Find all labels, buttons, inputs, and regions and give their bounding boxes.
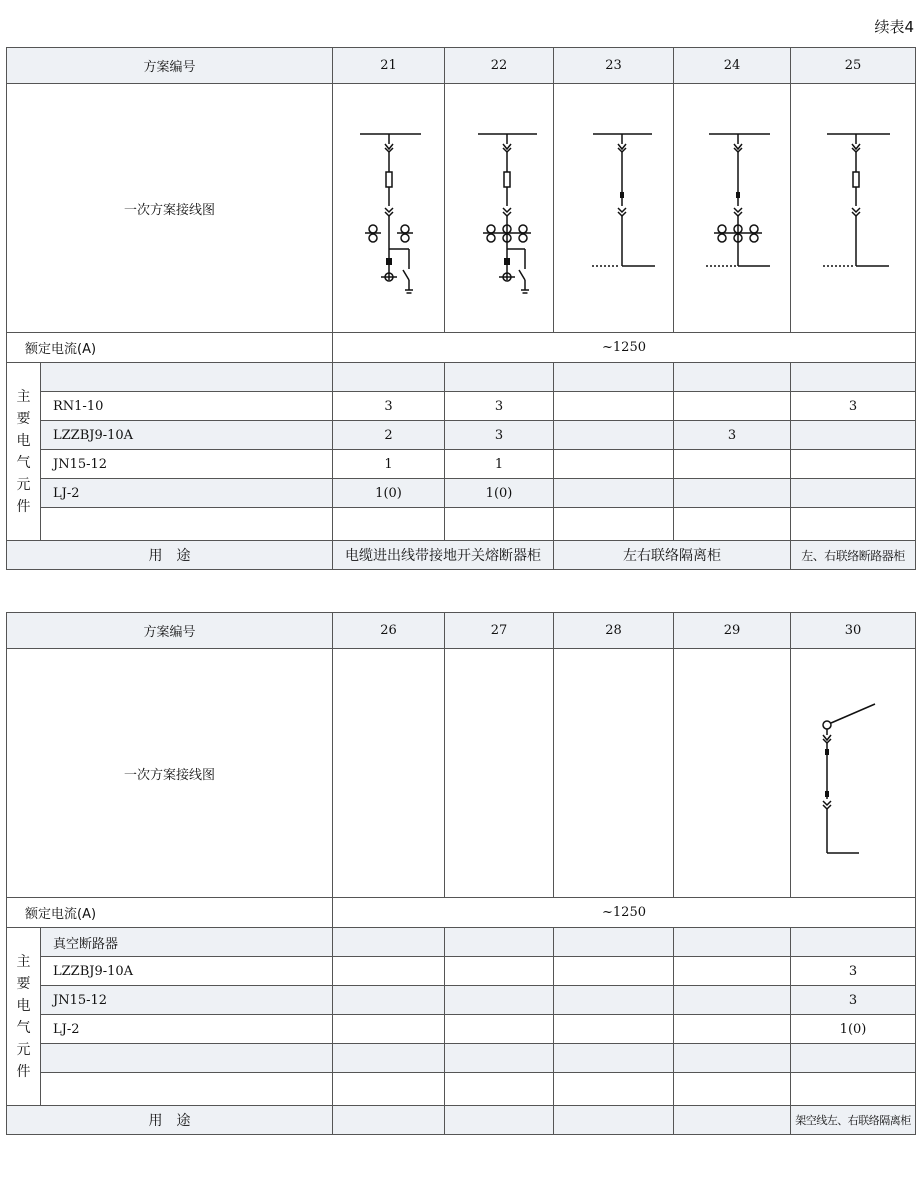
component-qty [674,928,791,957]
component-qty [333,928,445,957]
component-qty [674,479,791,508]
component-row [7,1073,916,1106]
scheme-number-row [7,48,916,84]
component-qty [445,1073,554,1106]
wiring-diagram-21 [333,84,444,332]
component-qty: 3 [791,986,916,1015]
component-row [7,1015,916,1044]
scheme-number: 30 [791,613,916,649]
component-qty [674,450,791,479]
scheme-table-1 [6,47,916,570]
wiring-diagram [333,84,445,333]
component-qty [554,928,674,957]
wiring-diagram-30 [791,649,915,897]
scheme-number: 22 [445,48,554,84]
scheme-number: 29 [674,613,791,649]
component-qty [674,986,791,1015]
component-row [7,479,916,508]
component-row [7,421,916,450]
wiring-diagram-25 [791,84,915,332]
component-qty [554,450,674,479]
component-qty [445,1015,554,1044]
component-name: JN15-12 [41,450,333,479]
rated-current-label: 额定电流(A) [7,333,333,363]
usage-row [7,541,916,570]
scheme-number: 26 [333,613,445,649]
diagram-row [7,649,916,898]
component-row [7,392,916,421]
component-qty [791,1073,916,1106]
rated-current-row [7,333,916,363]
scheme-number-row [7,613,916,649]
component-qty: 1(0) [791,1015,916,1044]
component-qty [791,479,916,508]
component-qty [554,479,674,508]
main-components-label: 主 要 电 气 元 件 [7,363,41,541]
usage-value [674,1106,791,1135]
component-qty: 3 [445,421,554,450]
component-name: LZZBJ9-10A [41,421,333,450]
wiring-diagram [674,84,791,333]
component-name: LJ-2 [41,1015,333,1044]
usage-value [333,1106,445,1135]
component-row [7,986,916,1015]
scheme-number-label: 方案编号 [7,48,333,84]
component-qty [674,363,791,392]
usage-row [7,1106,916,1135]
wiring-diagram [445,649,554,898]
usage-value: 左右联络隔离柜 [554,541,791,570]
component-qty [791,450,916,479]
wiring-diagram [791,649,916,898]
wiring-diagram-22 [445,84,553,332]
diagram-label: 一次方案接线图 [7,649,333,898]
component-qty [554,421,674,450]
component-qty [791,928,916,957]
component-qty [554,363,674,392]
component-qty [445,1044,554,1073]
component-row [7,928,916,957]
component-qty: 2 [333,421,445,450]
component-row [7,957,916,986]
usage-value [554,1106,674,1135]
component-qty [554,1044,674,1073]
component-qty: 1 [333,450,445,479]
scheme-number: 24 [674,48,791,84]
component-qty [333,1073,445,1106]
rated-current-label: 额定电流(A) [7,898,333,928]
component-qty: 1(0) [333,479,445,508]
component-qty [791,421,916,450]
component-qty: 3 [333,392,445,421]
component-qty: 1(0) [445,479,554,508]
scheme-number: 28 [554,613,674,649]
scheme-number: 25 [791,48,916,84]
diagram-label: 一次方案接线图 [7,84,333,333]
rated-current-row [7,898,916,928]
component-qty [554,1015,674,1044]
component-qty: 3 [791,957,916,986]
scheme-table-2 [6,612,916,1135]
component-qty [445,928,554,957]
component-qty [791,363,916,392]
component-qty [445,508,554,541]
scheme-number: 23 [554,48,674,84]
page-continuation-note: 续表4 [874,18,914,36]
component-qty [445,363,554,392]
rated-current-value: ~1250 [333,333,916,363]
usage-label: 用 途 [7,541,333,570]
component-name: LJ-2 [41,479,333,508]
usage-value: 左、右联络断路器柜 [791,541,916,570]
wiring-diagram-24 [674,84,790,332]
component-qty [674,1015,791,1044]
component-qty: 3 [445,392,554,421]
component-name: LZZBJ9-10A [41,957,333,986]
component-row [7,450,916,479]
usage-value: 电缆进出线带接地开关熔断器柜 [333,541,554,570]
component-qty [554,957,674,986]
component-qty [791,1044,916,1073]
component-row [7,508,916,541]
wiring-diagram [554,84,674,333]
component-row [7,363,916,392]
scheme-number-label: 方案编号 [7,613,333,649]
diagram-row [7,84,916,333]
component-name [41,1073,333,1106]
component-qty [333,1015,445,1044]
scheme-number: 27 [445,613,554,649]
component-qty [333,1044,445,1073]
component-qty [333,508,445,541]
wiring-diagram [791,84,916,333]
component-qty [333,957,445,986]
component-qty [445,986,554,1015]
component-name: JN15-12 [41,986,333,1015]
component-qty: 1 [445,450,554,479]
component-name [41,508,333,541]
usage-value: 架空线左、右联络隔离柜 [791,1106,916,1135]
component-qty [674,1073,791,1106]
usage-label: 用 途 [7,1106,333,1135]
component-qty [554,392,674,421]
component-qty [791,508,916,541]
component-name [41,363,333,392]
wiring-diagram [445,84,554,333]
component-qty [333,363,445,392]
usage-value [445,1106,554,1135]
component-qty [445,957,554,986]
component-row [7,1044,916,1073]
component-name: 真空断路器 [41,928,333,957]
wiring-diagram [674,649,791,898]
component-qty [554,508,674,541]
component-name: RN1-10 [41,392,333,421]
component-qty [554,1073,674,1106]
component-qty: 3 [791,392,916,421]
component-qty [333,986,445,1015]
component-qty [674,392,791,421]
scheme-number: 21 [333,48,445,84]
wiring-diagram [333,649,445,898]
component-qty [674,1044,791,1073]
wiring-diagram [554,649,674,898]
component-qty [554,986,674,1015]
wiring-diagram-23 [554,84,673,332]
rated-current-value: ~1250 [333,898,916,928]
component-qty [674,508,791,541]
component-qty [674,957,791,986]
component-name [41,1044,333,1073]
component-qty: 3 [674,421,791,450]
main-components-label: 主 要 电 气 元 件 [7,928,41,1106]
